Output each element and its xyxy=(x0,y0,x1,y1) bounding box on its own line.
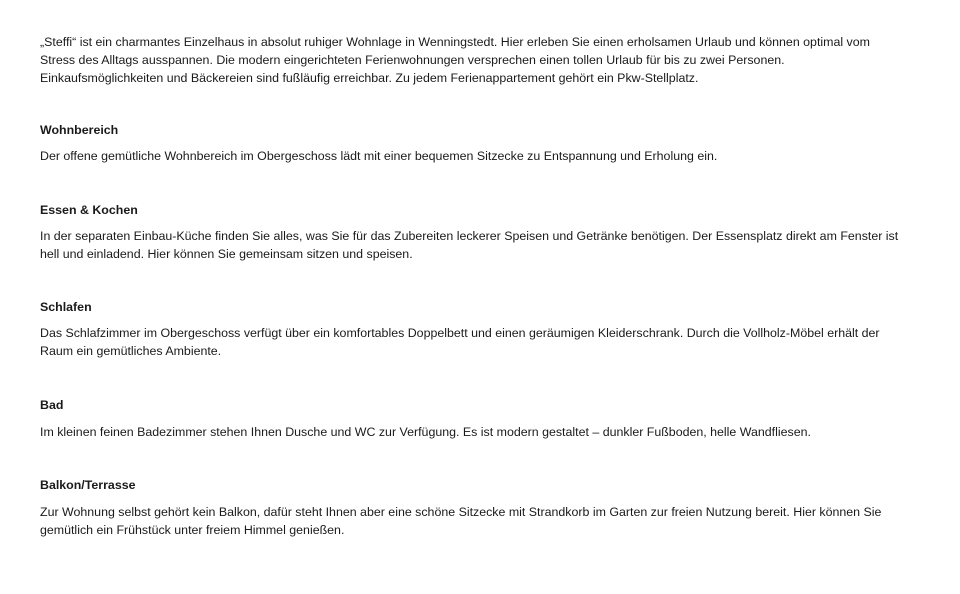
section-heading-bad: Bad xyxy=(40,398,64,412)
section-heading-wohnbereich: Wohnbereich xyxy=(40,123,119,137)
section-text-bad: Im kleinen feinen Badezimmer stehen Ihnen Dusche und WC zur Verfügung. Es ist modern gestaltet – dunkler Fußboden, helle Wandfliesen. xyxy=(40,425,811,439)
section-text-balkon-terrasse: Zur Wohnung selbst gehört kein Balkon, dafür steht Ihnen aber eine schöne Sitzecke mit Strandkorb im Garten zur freien Nutzung bereit. Hier können Sie gemütlich ein Frühstück unter freiem Himmel genießen. xyxy=(40,505,882,537)
section-heading-schlafen: Schlafen xyxy=(40,300,92,314)
intro-paragraph: „Steffi“ ist ein charmantes Einzelhaus in absolut ruhiger Wohnlage in Wenningstedt. Hier erleben Sie einen erholsamen Urlaub und können optimal vom Stress des Alltags ausspannen. Die modern eingerichteten Ferienwohnungen versprechen einen tollen Urlaub für bis zu zwei Personen. Einkaufsmöglichkeiten und Bäckereien sind fußläufig erreichbar. Zu jedem Ferienappartement gehört ein Pkw-Stellplatz. xyxy=(40,35,870,85)
section-text-schlafen: Das Schlafzimmer im Obergeschoss verfügt über ein komfortables Doppelbett und einen geräumigen Kleiderschrank. Durch die Vollholz-Möbel erhält der Raum ein gemütliches Ambiente. xyxy=(40,326,880,358)
section-heading-balkon-terrasse: Balkon/Terrasse xyxy=(40,478,136,492)
section-text-essen-kochen: In der separaten Einbau-Küche finden Sie alles, was Sie für das Zubereiten leckerer Speisen und Getränke benötigen. Der Essensplatz direkt am Fenster ist hell und einladend. Hier können Sie gemeinsam sitzen und speisen. xyxy=(40,229,899,261)
section-heading-essen-kochen: Essen & Kochen xyxy=(40,203,138,217)
section-text-wohnbereich: Der offene gemütliche Wohnbereich im Obergeschoss lädt mit einer bequemen Sitzecke zu Entspannung und Erholung ein. xyxy=(40,149,718,163)
